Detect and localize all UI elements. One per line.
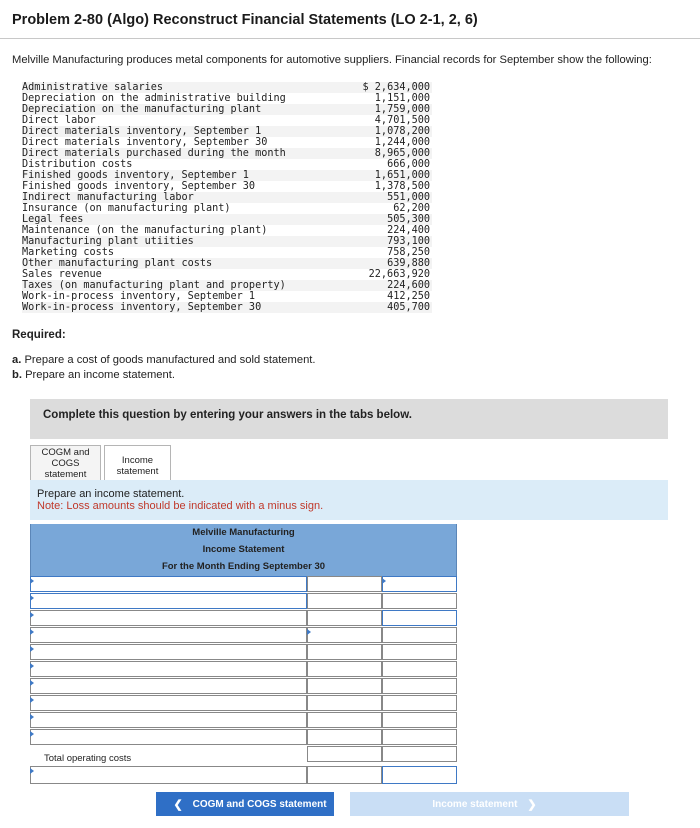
record-amount: 224,400 (387, 225, 430, 236)
chevron-left-icon: ❮ (173, 798, 183, 811)
caret-right-icon (30, 768, 34, 774)
statement-account-dropdown[interactable] (30, 661, 307, 677)
caret-right-icon (307, 629, 311, 635)
statement-amount-input[interactable] (307, 746, 382, 762)
problem-title: Problem 2-80 (Algo) Reconstruct Financial Statements (LO 2-1, 2, 6) (12, 12, 478, 28)
statement-amount-input[interactable] (382, 678, 457, 694)
caret-right-icon (30, 714, 34, 720)
statement-account-dropdown[interactable] (30, 644, 307, 660)
statement-amount-input[interactable] (307, 644, 382, 660)
statement-amount-input[interactable] (382, 593, 457, 609)
record-amount: 1,151,000 (374, 93, 430, 104)
statement-amount-input[interactable] (382, 661, 457, 677)
statement-account-dropdown[interactable] (30, 627, 307, 643)
record-row (22, 247, 432, 258)
statement-account-dropdown[interactable] (30, 678, 307, 694)
required-heading: Required: (12, 329, 66, 341)
total-operating-costs-label: Total operating costs (44, 753, 132, 764)
statement-amount-input[interactable] (307, 593, 382, 609)
statement-account-dropdown[interactable] (30, 729, 307, 745)
record-label: Work-in-process inventory, September 1 (22, 291, 256, 302)
instruction-text: Complete this question by entering your answers in the tabs below. (43, 409, 412, 421)
caret-right-icon (30, 629, 34, 635)
record-amount: 1,759,000 (347, 104, 432, 115)
record-row (22, 280, 432, 291)
record-row (22, 214, 432, 225)
record-label: Manufacturing plant utiities (22, 236, 347, 247)
required-item-a: a. Prepare a cost of goods manufactured and sold statement. (12, 354, 316, 366)
record-label: Other manufacturing plant costs (22, 258, 347, 269)
record-amount: 224,600 (347, 280, 432, 291)
record-amount: 1,078,200 (347, 126, 432, 137)
record-label: Direct materials purchased during the month (22, 148, 347, 159)
record-amount: 1,651,000 (347, 170, 432, 181)
record-label: Finished goods inventory, September 30 (22, 181, 256, 192)
caret-right-icon (30, 578, 34, 584)
record-row (22, 258, 432, 269)
record-amount: 62,200 (393, 203, 430, 214)
next-tab-button[interactable]: Income statement ❯ (350, 792, 629, 816)
record-row (22, 126, 432, 137)
tab-cogm-cogs-statement[interactable]: COGM and COGS statement (30, 445, 101, 481)
record-amount: 1,244,000 (374, 137, 430, 148)
problem-intro: Melville Manufacturing produces metal components for automotive suppliers. Financial records for September show the following: (12, 54, 652, 66)
question-panel (30, 480, 668, 520)
record-amount: 1,378,500 (374, 181, 430, 192)
record-label: Maintenance (on the manufacturing plant) (22, 225, 268, 236)
record-amount: 551,000 (347, 192, 432, 203)
statement-account-dropdown[interactable] (30, 712, 307, 728)
statement-amount-input[interactable] (382, 766, 457, 784)
record-row (22, 203, 432, 214)
caret-right-icon (30, 697, 34, 703)
caret-right-icon (30, 646, 34, 652)
record-label: Insurance (on manufacturing plant) (22, 203, 231, 214)
record-row (22, 93, 432, 104)
statement-amount-input[interactable] (307, 627, 382, 643)
record-label: Work-in-process inventory, September 30 (22, 302, 347, 313)
record-label: Sales revenue (22, 269, 102, 280)
panel-prompt: Prepare an income statement. (37, 488, 185, 500)
record-label: Direct labor (22, 115, 96, 126)
statement-amount-input[interactable] (307, 661, 382, 677)
chevron-right-icon: ❯ (527, 798, 537, 811)
caret-right-icon (30, 595, 34, 601)
statement-period: For the Month Ending September 30 (30, 558, 457, 576)
record-amount: 4,701,500 (374, 115, 430, 126)
record-label: Direct materials inventory, September 30 (22, 137, 268, 148)
statement-amount-input[interactable] (307, 695, 382, 711)
record-row (22, 137, 432, 148)
statement-account-dropdown[interactable] (30, 766, 307, 784)
record-row (22, 269, 432, 280)
statement-amount-input[interactable] (382, 746, 457, 762)
record-row (22, 115, 432, 126)
statement-amount-input[interactable] (382, 712, 457, 728)
record-amount: 758,250 (387, 247, 430, 258)
statement-amount-input[interactable] (382, 644, 457, 660)
caret-right-icon (382, 578, 386, 584)
record-amount: 8,965,000 (347, 148, 432, 159)
prev-tab-button[interactable]: ❮ COGM and COGS statement (156, 792, 334, 816)
record-row (22, 192, 432, 203)
record-amount: 639,880 (347, 258, 432, 269)
statement-account-dropdown[interactable] (30, 593, 307, 609)
record-label: Taxes (on manufacturing plant and property) (22, 280, 347, 291)
record-label: Legal fees (22, 214, 347, 225)
statement-amount-input[interactable] (307, 576, 382, 592)
instruction-banner (30, 399, 668, 439)
caret-right-icon (30, 663, 34, 669)
record-row (22, 236, 432, 247)
record-row (22, 302, 432, 313)
record-row (22, 82, 432, 93)
statement-amount-input[interactable] (307, 729, 382, 745)
record-label: Distribution costs (22, 159, 133, 170)
record-row (22, 291, 432, 302)
record-row (22, 159, 432, 170)
record-label: Administrative salaries (22, 82, 347, 93)
statement-amount-input[interactable] (382, 576, 457, 592)
statement-amount-input[interactable] (382, 729, 457, 745)
tab-income-statement[interactable]: Income statement (104, 445, 171, 485)
record-label: Direct materials inventory, September 1 (22, 126, 347, 137)
financial-records-table (22, 82, 432, 313)
statement-account-dropdown[interactable] (30, 695, 307, 711)
caret-right-icon (30, 612, 34, 618)
record-label: Indirect manufacturing labor (22, 192, 347, 203)
record-row (22, 225, 432, 236)
panel-note: Note: Loss amounts should be indicated with a minus sign. (37, 500, 324, 512)
record-label: Depreciation on the administrative building (22, 93, 286, 104)
required-item-b: b. Prepare an income statement. (12, 369, 175, 381)
record-row (22, 181, 432, 192)
statement-amount-input[interactable] (307, 766, 382, 784)
caret-right-icon (30, 731, 34, 737)
record-amount: 666,000 (387, 159, 430, 170)
record-row (22, 104, 432, 115)
record-amount: 22,663,920 (368, 269, 430, 280)
record-amount: 505,300 (347, 214, 432, 225)
record-row (22, 148, 432, 159)
record-label: Finished goods inventory, September 1 (22, 170, 347, 181)
statement-amount-input[interactable] (307, 712, 382, 728)
statement-account-dropdown[interactable] (30, 576, 307, 592)
record-amount: 405,700 (347, 302, 432, 313)
statement-name: Income Statement (30, 541, 457, 558)
record-row (22, 170, 432, 181)
required-list (12, 353, 316, 383)
statement-amount-input[interactable] (382, 610, 457, 626)
statement-amount-input[interactable] (382, 695, 457, 711)
caret-right-icon (30, 680, 34, 686)
record-label: Marketing costs (22, 247, 115, 258)
statement-account-dropdown[interactable] (30, 610, 307, 626)
statement-company: Melville Manufacturing (30, 524, 457, 541)
title-divider (0, 38, 700, 39)
statement-amount-input[interactable] (382, 627, 457, 643)
record-amount: $ 2,634,000 (347, 82, 432, 93)
statement-amount-input[interactable] (307, 610, 382, 626)
record-amount: 793,100 (347, 236, 432, 247)
statement-amount-input[interactable] (307, 678, 382, 694)
record-amount: 412,250 (387, 291, 430, 302)
record-label: Depreciation on the manufacturing plant (22, 104, 347, 115)
